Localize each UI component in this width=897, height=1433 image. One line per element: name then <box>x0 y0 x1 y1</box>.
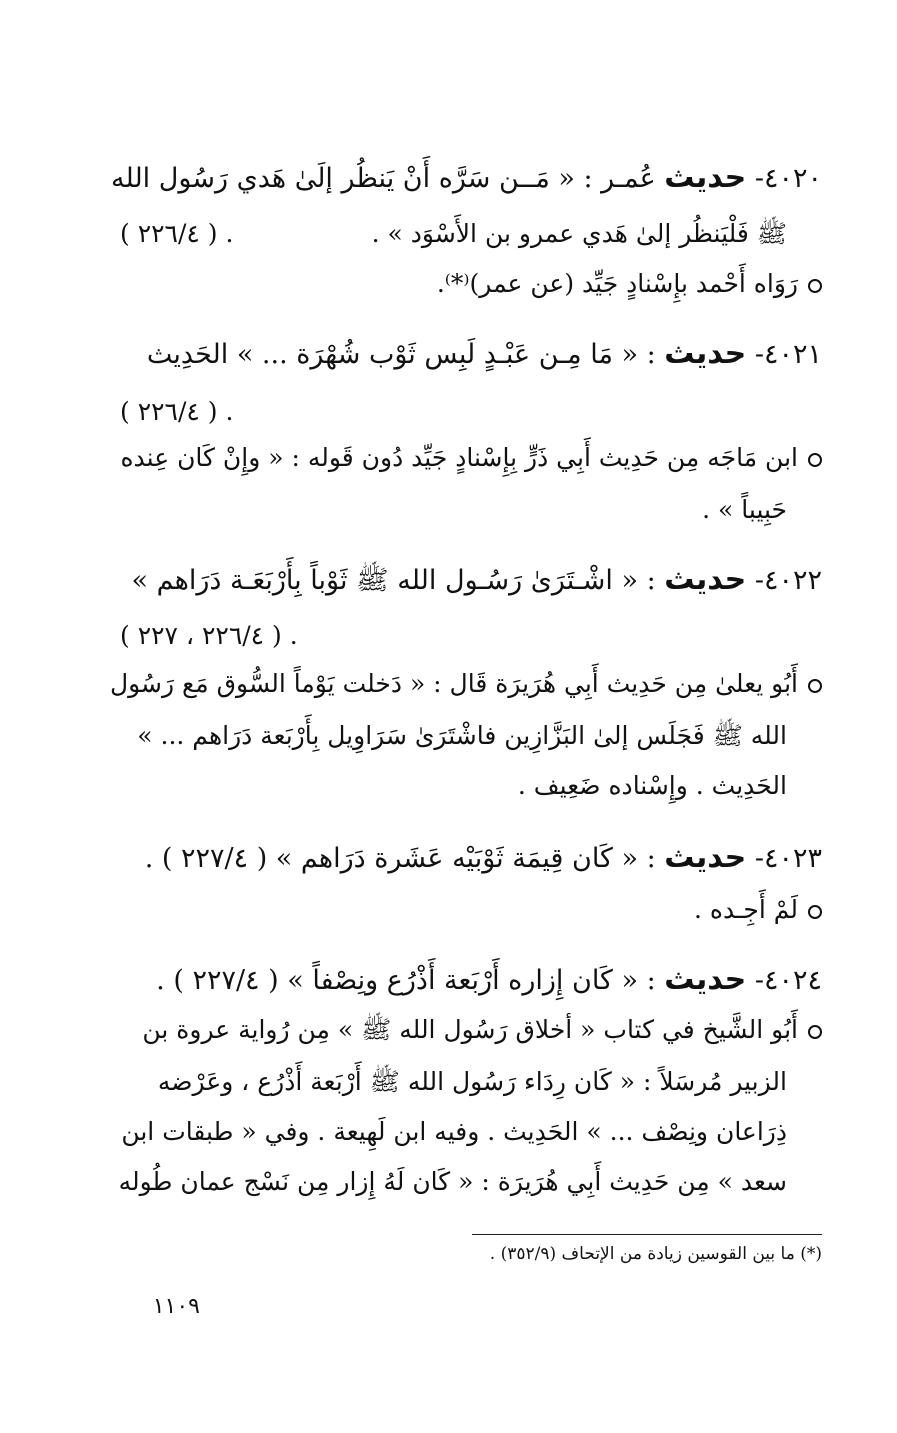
entry-4020-line-1 <box>72 158 822 199</box>
note-text: الحَدِيث . وإِسْناده ضَعِيف . <box>517 771 787 800</box>
entry-number: ٤٠٢٠- <box>754 163 822 194</box>
entry-4024-line-1 <box>72 960 822 1001</box>
entry-4024-note-line-2 <box>72 1062 787 1102</box>
footnote: (*) ما بين القوسين زيادة من الإتحاف (٣٥٢/٩) . <box>489 1244 822 1264</box>
entry-4021-note-line-2 <box>72 490 787 530</box>
entry-4022-line-1 <box>72 560 822 601</box>
reference-text: . ( ٢٢٦/٤ ، ٢٢٧ ) <box>120 621 298 650</box>
reference-text: . ( ٢٢٦/٤ ) <box>120 397 234 426</box>
note-text: رَوَاه أَحْمد بإِسْنادٍ جَيِّد (عن عمر)⁽*⁾. <box>436 269 798 298</box>
note-text: ابن مَاجَه مِن حَدِيث أَبِي ذَرٍّ بِإِسْنادٍ جَيِّد دُون قَوله : « وإِنْ كَان عِنده <box>120 443 798 472</box>
entry-4021-note-line-1 <box>72 438 822 478</box>
entry-4022-reference <box>120 616 298 656</box>
entry-text: : « كَان قِيمَة ثَوْبَيْه عَشَرة دَرَاهم » ( ٢٢٧/٤ ) . <box>144 843 656 874</box>
note-text: سعد » مِن حَدِيث أَبِي هُرَيرَة : « كَان لَهُ إِزار مِن نَسْج عمان طُوله <box>118 1167 787 1196</box>
note-text: لَمْ أَجِـده . <box>693 895 798 924</box>
hadith-keyword: حديث <box>664 962 747 997</box>
hadith-keyword: حديث <box>664 562 747 597</box>
page-number: ١١٠٩ <box>152 1294 200 1319</box>
entry-text: ﷺ فَلْيَنظُر إلىٰ هَدي عمرو بن الأَسْوَد » . <box>371 219 787 248</box>
note-bullet-icon <box>808 279 822 293</box>
entry-number: ٤٠٢٤- <box>754 965 822 996</box>
hadith-keyword: حديث <box>664 336 747 371</box>
note-text: ذِرَاعان ونِصْف ... » الحَدِيث . وفيه ابن لَهِيعة . وفي « طبقات ابن <box>121 1117 787 1146</box>
entry-text: : « اشْـتَرَىٰ رَسُـول الله ﷺ ثَوْباً بِأَرْبَعَـة دَرَاهم » <box>131 565 656 596</box>
entry-text: عُمـر : « مَــن سَرَّه أَنْ يَنظُر إلَىٰ هَدي رَسُول الله <box>111 163 656 194</box>
entry-4021-reference <box>120 392 233 432</box>
entry-4022-note-line-3 <box>72 766 787 806</box>
entry-4022-note-line-2 <box>72 716 787 756</box>
entry-4024-note-line-3 <box>72 1112 787 1152</box>
entry-4024-note-line-4 <box>72 1162 787 1202</box>
entry-4023-line-1 <box>72 838 822 879</box>
entry-text: : « كَان إِزاره أَرْبَعة أَذْرُع ونِصْفاً » ( ٢٢٧/٤ ) . <box>156 965 656 996</box>
note-text: أَبُو يعلىٰ مِن حَدِيث أَبِي هُرَيرَة قَال : « دَخلت يَوْماً السُّوق مَع رَسُول <box>109 669 798 698</box>
note-bullet-icon <box>808 453 822 467</box>
entry-number: ٤٠٢٢- <box>754 565 822 596</box>
entry-4020-reference <box>120 214 233 254</box>
entry-text: : « مَا مِـن عَبْـدٍ لَبِس ثَوْب شُهْرَة ... » الحَدِيث <box>146 339 656 370</box>
reference-text: . ( ٢٢٦/٤ ) <box>120 219 234 248</box>
entry-number: ٤٠٢١- <box>754 339 822 370</box>
entry-number: ٤٠٢٣- <box>754 843 822 874</box>
entry-4022-note-line-1 <box>72 664 822 704</box>
note-bullet-icon <box>808 1025 822 1039</box>
hadith-keyword: حديث <box>664 160 747 195</box>
note-bullet-icon <box>808 905 822 919</box>
note-text: حَبِيباً » . <box>702 495 787 524</box>
entry-4023-note <box>72 890 822 930</box>
hadith-keyword: حديث <box>664 840 747 875</box>
note-text: الله ﷺ فَجَلَس إلىٰ البَزَّازِين فاشْتَرَىٰ سَرَاوِيل بِأَرْبَعة دَرَاهم ... » <box>137 721 787 750</box>
entry-4020-note <box>72 264 822 304</box>
entry-4021-line-1 <box>72 334 822 375</box>
note-bullet-icon <box>808 679 822 693</box>
entry-4024-note-line-1 <box>72 1010 822 1050</box>
note-text: الزبير مُرسَلاً : « كَان رِدَاء رَسُول الله ﷺ أَرْبَعة أَذْرُع ، وعَرْضه <box>157 1067 787 1096</box>
note-text: أَبُو الشَّيخ في كتاب « أخلاق رَسُول الله ﷺ » مِن رُواية عروة بن <box>142 1015 798 1044</box>
footnote-divider <box>472 1234 822 1235</box>
